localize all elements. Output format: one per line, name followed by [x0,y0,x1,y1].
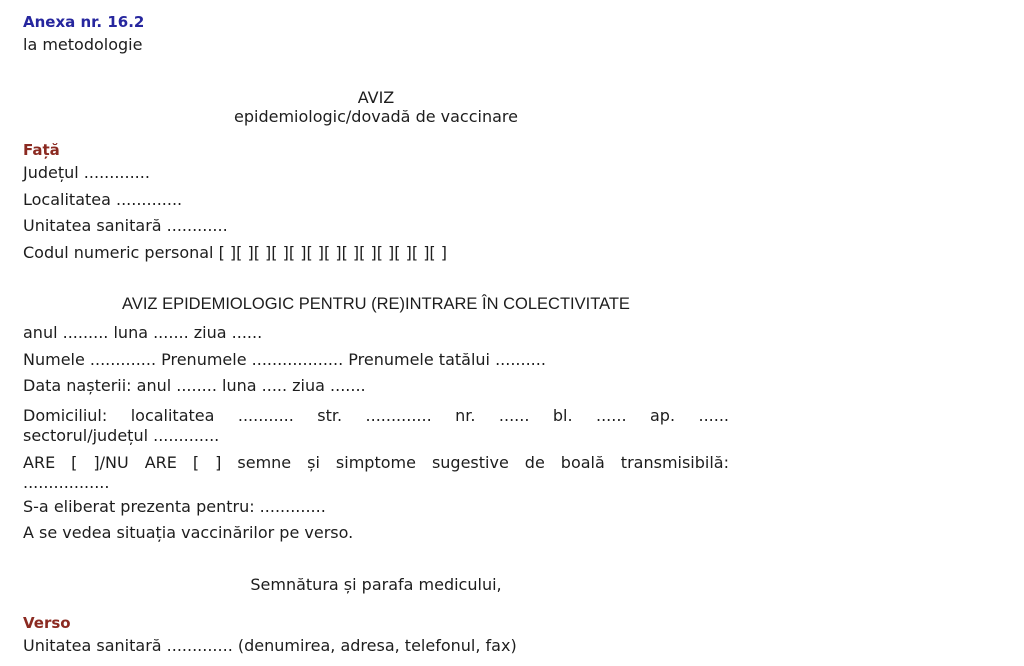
symptoms-paragraph [23,453,729,494]
annex-label: Anexa nr. 16.2 [23,13,145,31]
section-heading: AVIZ EPIDEMIOLOGIC PENTRU (RE)INTRARE ÎN COLECTIVITATE [122,295,630,313]
address-line-2: sectorul/județul ............. [23,426,220,445]
symptoms-line-2: ................. [23,473,110,492]
birth-date-line: Data nașterii: anul ........ luna ..... ziua ....... [23,376,366,395]
symptoms-line-1: ARE [ ]/NU ARE [ ] semne și simptome sugestive de boală transmisibilă: [23,452,729,472]
address-line-1: Domiciliul: localitatea ........... str. ............. nr. ...... bl. ...... ap. ...... [23,405,729,425]
document-title [23,88,729,126]
date-line: anul ......... luna ....... ziua ...... [23,323,263,342]
name-line: Numele ............. Prenumele .................. Prenumele tatălui .......... [23,349,546,369]
annex-sublabel: la metodologie [23,35,143,54]
locality-line: Localitatea ............. [23,189,183,209]
verso-side-label: Verso [23,613,71,632]
signature-line: Semnătura și parafa medicului, [250,574,502,594]
title-line-1: AVIZ [357,88,395,107]
health-unit-line: Unitatea sanitară ............ [23,216,228,235]
title-line-2: epidemiologic/dovadă de vaccinare [234,107,518,126]
personal-numeric-code-line: Codul numeric personal [ ][ ][ ][ ][ ][ ][ ][ ][ ][ ][ ][ ][ ] [23,242,447,262]
front-side-label: Față [23,141,60,159]
verso-health-unit-line: Unitatea sanitară ............. (denumirea, adresa, telefonul, fax) [23,635,517,655]
address-paragraph [23,406,729,447]
county-line: Județul ............. [23,163,150,182]
see-verso-line: A se vedea situația vaccinărilor pe verso. [23,523,354,542]
issued-for-line: S-a eliberat prezenta pentru: ............. [23,496,326,516]
